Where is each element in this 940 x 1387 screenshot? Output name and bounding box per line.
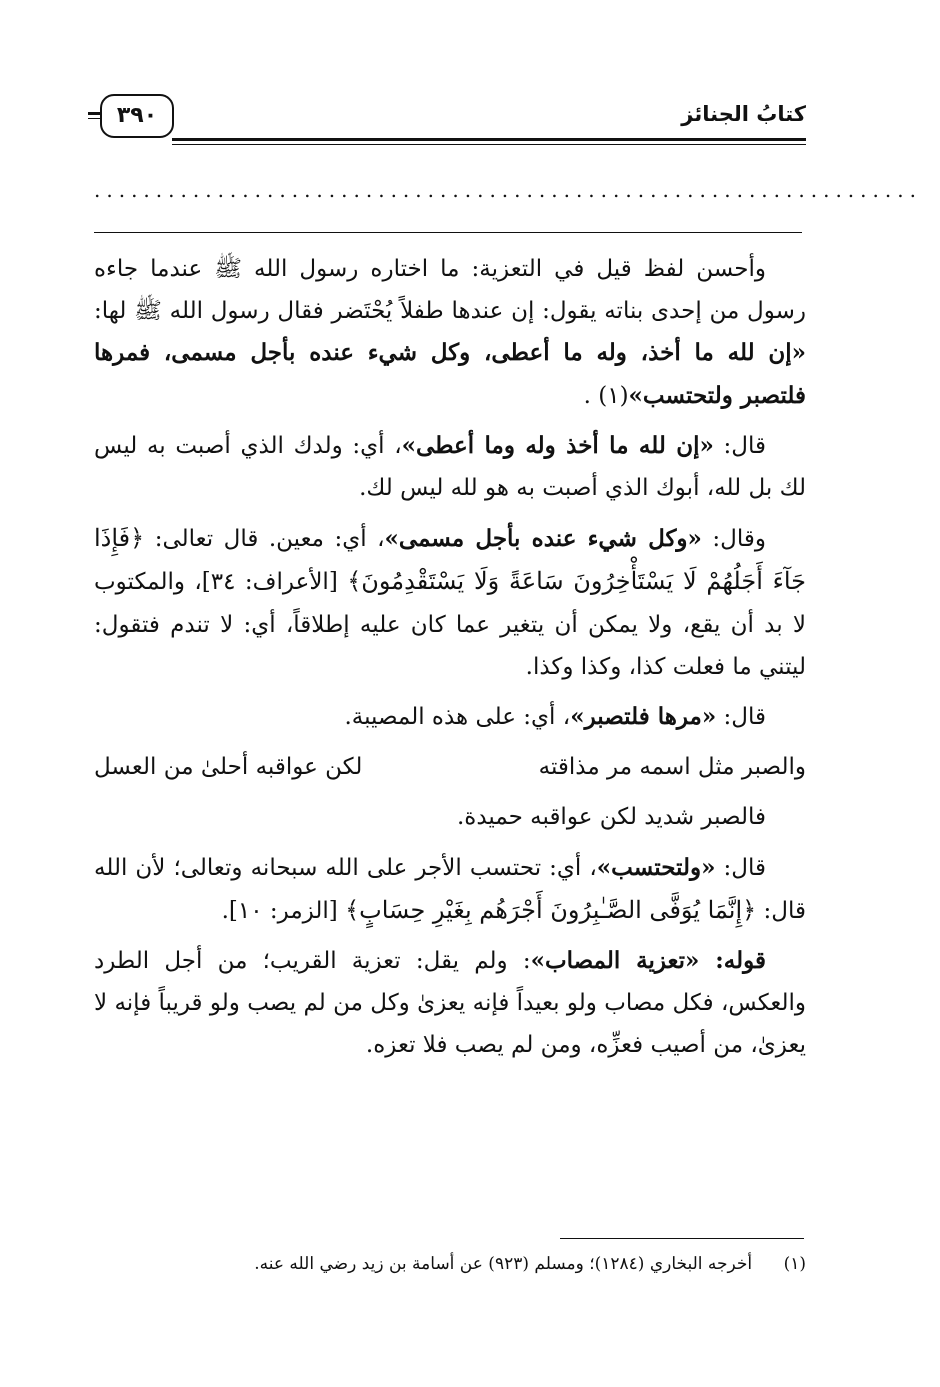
page-header	[88, 90, 806, 152]
hadith-quote: «إن لله ما أخذ، وله ما أعطى، وكل شيء عنده بأجل مسمى، فمرها فلتصبر ولتحتسب»	[94, 339, 806, 409]
text-segment: : ولم يقل: تعزية القريب؛ من أجل الطرد والعكس، فكل مصاب ولو بعيداً فإنه يعزىٰ وكل من لم يصب ولو قريباً فإنه لا يعزىٰ، من أصيب فعزِّه، ومن لم يصب فلا تعزه.	[94, 948, 806, 1059]
footnote-number: (١)	[783, 1254, 806, 1274]
header-rule-main	[172, 138, 806, 141]
main-text	[94, 248, 806, 1075]
paragraph-p6	[94, 847, 806, 932]
paragraph-group-2	[94, 796, 806, 1066]
paragraph-group-1	[94, 248, 806, 738]
poem-first-hemistich: والصبر مثل اسمه مر مذاقته	[538, 754, 806, 781]
hadith-quote: «إن لله ما أخذ وله وما أعطى»	[401, 431, 714, 459]
text-segment: [الأعراف: ٣٤]، والمكتوب لا بد أن يقع، ولا يمكن أن يتغير عما كان عليه إطلاقاً، أي: لا تندم فتقول: ليتني ما فعلت كذا، وكذا وكذا.	[94, 569, 806, 680]
poem-verse	[94, 746, 806, 788]
hadith-quote: «وكل شيء عنده بأجل مسمى»	[384, 525, 702, 553]
paragraph-p3	[94, 517, 806, 688]
quran-verse: ﴿إِنَّمَا يُوَفَّى الصَّـٰبِرُونَ أَجْرَهُم بِغَيْرِ حِسَابٍ﴾	[345, 895, 757, 924]
text-segment: ، أي: على هذه المصيبة.	[344, 704, 571, 731]
hadith-quote: «تعزية المصاب»	[530, 947, 700, 975]
paragraph-p7	[94, 940, 806, 1067]
paragraph-p5	[94, 796, 806, 838]
text-segment: ، أي: معين. قال تعالى:	[144, 526, 385, 553]
quran-verse: ﴿فَإِذَا جَآءَ أَجَلُهُمْ لَا يَسْتَأْخِرُونَ سَاعَةً وَلَا يَسْتَقْدِمُونَ﴾	[94, 524, 807, 596]
poem-second-hemistich: لكن عواقبه أحلىٰ من العسل	[94, 754, 363, 781]
paragraph-p2	[94, 425, 806, 509]
hadith-quote: «مرها فلتصبر»	[570, 703, 717, 731]
footnote-text: أخرجه البخاري (١٢٨٤)؛ ومسلم (٩٢٣) عن أسامة بن زيد رضي الله عنه.	[254, 1254, 753, 1274]
text-segment: ، أي: ولدك الذي أصبت به ليس لك بل لله، أبوك الذي أصبت به هو لله ليس لك.	[94, 432, 806, 502]
footnote	[94, 1254, 806, 1274]
text-segment: ، أي: تحتسب الأجر على الله سبحانه وتعالى؛ لأن الله قال:	[94, 854, 806, 924]
text-segment: قال:	[713, 432, 766, 459]
text-segment: قال:	[715, 854, 766, 881]
text-segment: وقال:	[701, 526, 766, 553]
text-segment: (١) .	[583, 382, 629, 409]
footnote-divider	[560, 1238, 804, 1239]
page-number: ٣٩٠	[100, 94, 174, 138]
hadith-quote: «ولتحتسب»	[596, 853, 716, 881]
header-rule-main-thin	[172, 144, 806, 145]
section-divider	[94, 232, 802, 233]
chapter-title: كتابُ الجنائز	[681, 102, 806, 126]
paragraph-p4	[94, 696, 806, 738]
paragraph-p1	[94, 248, 806, 417]
text-segment: وأحسن لفظ قيل في التعزية: ما اختاره رسول الله ﷺ عندما جاءه رسول من إحدى بناته يقول: إن عندها طفلاً يُحْتَضر فقال رسول الله ﷺ لها:	[94, 256, 806, 325]
text-segment: فالصبر شديد لكن عواقبه حميدة.	[456, 804, 766, 831]
text-segment: [الزمر: ١٠].	[221, 897, 346, 924]
dotted-separator: ...................................................................	[94, 178, 922, 202]
text-segment: قال:	[716, 704, 766, 731]
hadith-quote: قوله:	[699, 947, 766, 975]
